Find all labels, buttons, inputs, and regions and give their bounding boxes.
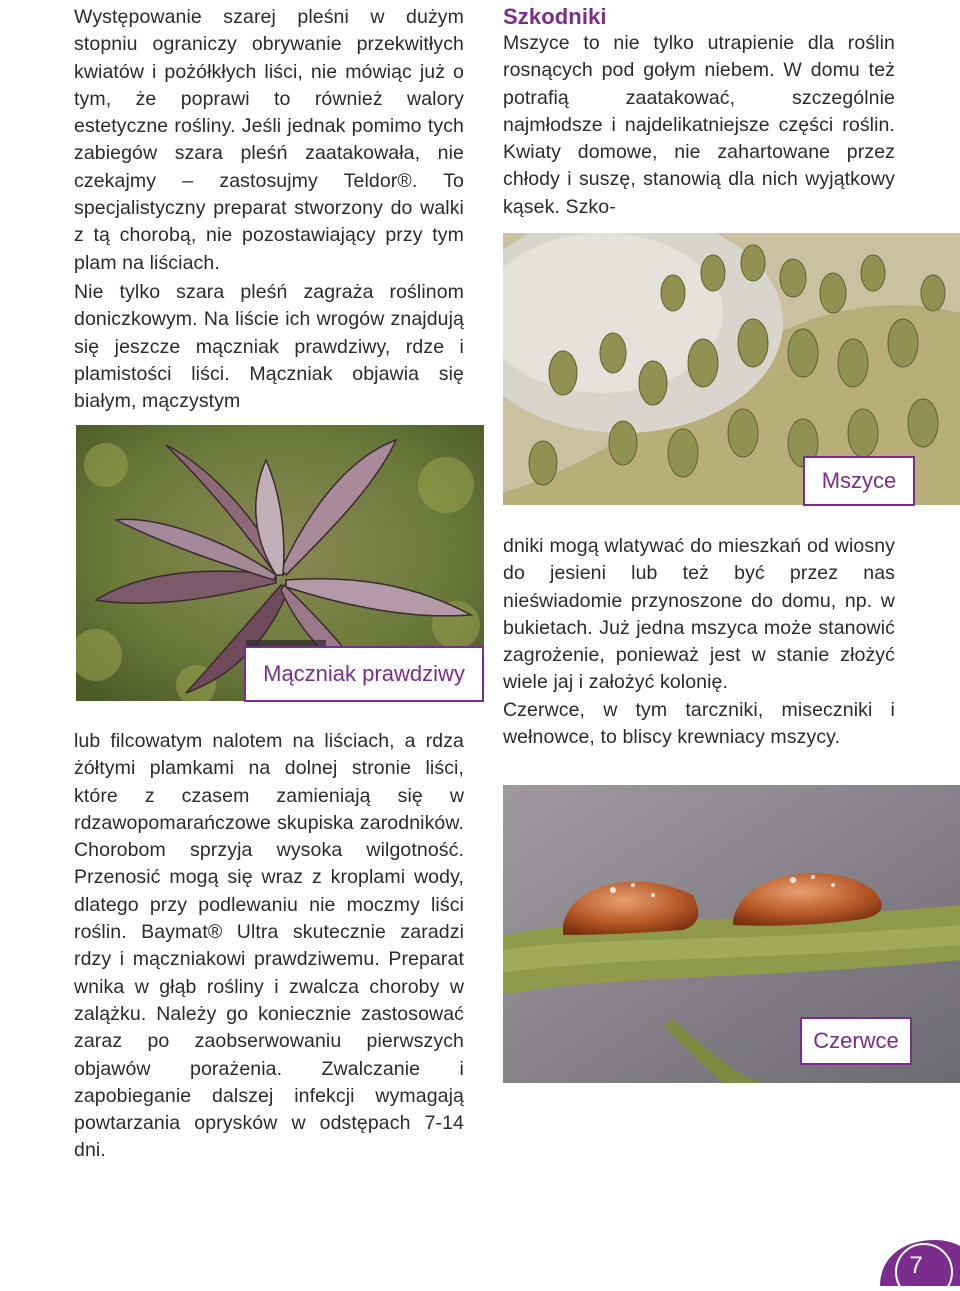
left-column-bottom	[74, 728, 464, 1165]
caption-aphids: Mszyce	[803, 456, 915, 506]
section-heading-pests: Szkodniki	[503, 4, 607, 29]
right-column-top	[503, 4, 895, 221]
caption-mildew: Mączniak prawdziwy	[244, 646, 484, 702]
paragraph-mildew-treatment: lub filcowatym nalotem na liściach, a rdza żółtymi plamkami na dolnej stronie liści, które z czasem zamieniają się w rdzawopomarańczowe skupiska zarodników. Chorobom sprzyja wysoka wilgotność. Przenosić mogą się wraz z kroplami wody, dlatego przy podlewaniu nie moczmy liści roślin. Baymat® Ultra skutecznie zaradzi rdzy i mączniakowi prawdziwemu. Preparat wnika w głąb rośliny i zwalcza choroby w zalążku. Należy go koniecznie zastosować zaraz po zaobserwowaniu pierwszych objawów porażenia. Zwalczanie i zapobieganie dalszej infekcji wymagają powtarzania oprysków w odstępach 7-14 dni.	[74, 730, 464, 1162]
right-column-middle	[503, 533, 895, 751]
left-column-top	[74, 4, 464, 277]
page-number: 7	[909, 1252, 923, 1279]
left-column-middle	[74, 279, 464, 415]
paragraph-pests-spread: dniki mogą wlatywać do mieszkań od wiosny do jesieni lub też być przez nas nieświadomie przynoszone do domu, np. w bukietach. Już jedna mszyca może stanowić zagrożenie, ponieważ jest w stanie złożyć wiele jaj i założyć kolonię.	[503, 535, 895, 694]
paragraph-scale-insects: Czerwce, w tym tarczniki, miseczniki i wełnowce, to bliscy krewniacy mszycy.	[503, 698, 895, 749]
caption-scale-insects: Czerwce	[800, 1017, 912, 1065]
paragraph-aphids: Mszyce to nie tylko utrapienie dla roślin rosnących pod gołym niebem. W domu też potrafią zaatakować, szczególnie najmłodsze i najdelikatniejsze części roślin. Kwiaty domowe, nie zahartowane przez chłody i suszę, stanowią dla nich wyjątkowy kąsek. Szko-	[503, 32, 895, 218]
paragraph-diseases-intro: Nie tylko szara pleśń zagraża roślinom doniczkowym. Na liście ich wrogów znajdują się jeszcze mączniak prawdziwy, rdze i plamistości liści. Mączniak objawia się białym, mączystym	[74, 281, 464, 413]
paragraph-grey-mould: Występowanie szarej pleśni w dużym stopniu ograniczy obrywanie przekwitłych kwiatów i pożółkłych liści, nie mówiąc już o tym, że poprawi to również walory estetyczne rośliny. Jeśli jednak pomimo tych zabiegów szara pleśń zaatakowała, nie czekajmy – zastosujmy Teldor®. To specjalistyczny preparat stworzony do walki z tą chorobą, nie pozostawiający przy tym plam na liściach.	[74, 6, 464, 274]
